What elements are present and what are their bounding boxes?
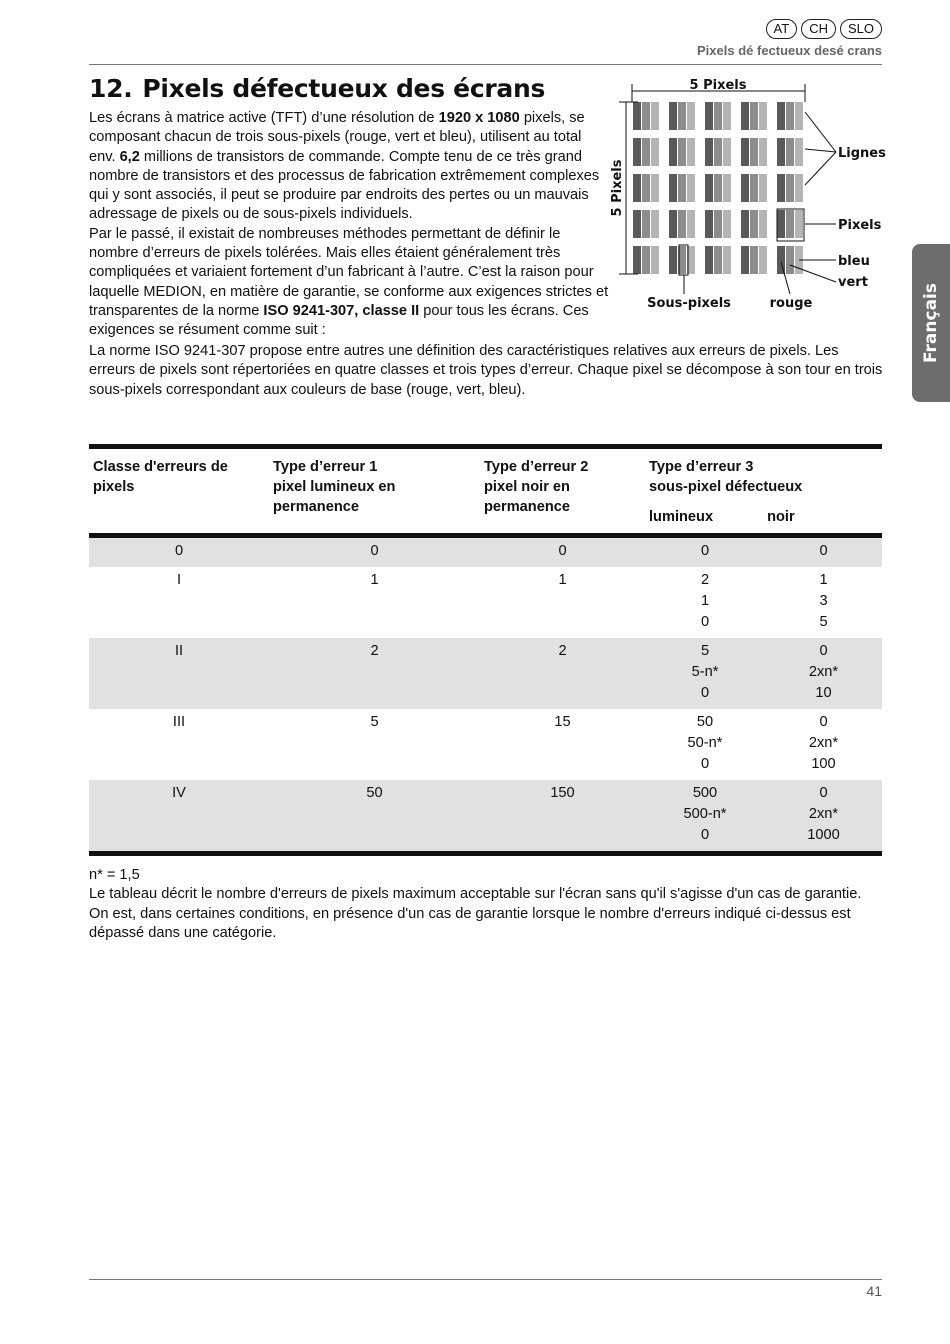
subpixel xyxy=(795,210,803,238)
header-type1 xyxy=(269,447,480,536)
footer-divider xyxy=(89,1279,882,1280)
subpixel xyxy=(678,174,686,202)
subpixel xyxy=(759,138,767,166)
subpixel xyxy=(669,210,677,238)
cell-value: 100 xyxy=(811,756,836,772)
type1-cell: 50 xyxy=(269,780,480,854)
subpixel xyxy=(651,102,659,130)
header-text: Type d’erreur 3 xyxy=(649,459,754,475)
header-subcolumns xyxy=(649,507,878,527)
subpixel xyxy=(714,210,722,238)
note-text: Le tableau décrit le nombre d'erreurs de pixels maximum acceptable sur l'écran sans qu'il s'agisse d'un cas de garantie. On est, dans certaines conditions, en présence d'un cas de garantie lorsque le nombre d'erreurs indiqué ci-dessus est dépassé dans une catégorie. xyxy=(89,886,862,941)
header-sub-noir: noir xyxy=(767,509,795,525)
header-sub-lumineux: lumineux xyxy=(649,509,714,525)
cell-value: 0 xyxy=(700,827,710,843)
subpixel xyxy=(759,210,767,238)
cell-value: 2xn* xyxy=(808,664,839,680)
subpixel xyxy=(741,210,749,238)
subpixel xyxy=(687,174,695,202)
subpixel xyxy=(705,246,713,274)
cell-value: 1 xyxy=(700,593,710,609)
cell-value: 0 xyxy=(819,543,828,559)
section-number: 12. xyxy=(89,74,133,103)
subpixel xyxy=(669,174,677,202)
subpixel xyxy=(759,174,767,202)
cell-value: 0 xyxy=(700,756,710,772)
paragraph xyxy=(89,109,609,225)
subpixel xyxy=(741,174,749,202)
subpixel xyxy=(669,246,677,274)
subpixel xyxy=(651,210,659,238)
cell-value: 50 xyxy=(696,714,714,730)
callout-line xyxy=(805,112,836,152)
lumineux-cell xyxy=(645,780,765,854)
subpixel xyxy=(750,246,758,274)
cell-value: 2xn* xyxy=(808,806,839,822)
subpixel xyxy=(750,210,758,238)
subpixel xyxy=(786,246,794,274)
subpixel xyxy=(633,102,641,130)
country-badge: AT xyxy=(766,19,798,39)
subpixel xyxy=(705,210,713,238)
subpixel xyxy=(705,102,713,130)
country-badges xyxy=(766,19,882,39)
page-number: 41 xyxy=(866,1283,882,1299)
transistor-count: 6,2 xyxy=(119,148,140,165)
pixel-diagram xyxy=(600,72,900,322)
section-title-text: Pixels défectueux des écrans xyxy=(142,74,546,103)
cell-value: 2 xyxy=(700,572,710,588)
cell-value: 500-n* xyxy=(683,806,727,822)
subpixel xyxy=(651,174,659,202)
subpixel xyxy=(687,138,695,166)
subpixel xyxy=(642,210,650,238)
type2-cell: 1 xyxy=(558,572,567,588)
subpixel xyxy=(741,138,749,166)
cell-value: 0 xyxy=(700,614,710,630)
cell-value: 2xn* xyxy=(808,735,839,751)
callout-line xyxy=(805,152,836,185)
header-type3 xyxy=(645,447,882,536)
lumineux-cell xyxy=(645,536,765,568)
text-run: millions de transistors de commande. Compte tenu de ce très grand nombre de transistors et des processus de fabrication extrêmement complexes qui y sont associés, il peut se produire par endroits des pertes ou un mauvais adressage de pixels ou de sous-pixels individuels. xyxy=(89,148,600,223)
header-text: pixel noir en permanence xyxy=(484,479,570,515)
subpixel xyxy=(777,102,785,130)
table-header-row xyxy=(89,447,882,536)
class-cell: 0 xyxy=(89,536,269,568)
class-cell: III xyxy=(172,714,186,730)
cell-value: 500 xyxy=(692,785,718,801)
header-text: Type d’erreur 2 xyxy=(484,459,589,475)
n-value: n* = 1,5 xyxy=(89,867,140,883)
type2-cell: 15 xyxy=(554,714,571,730)
sous-pixels-label: Sous-pixels xyxy=(647,296,731,311)
pixel-error-table xyxy=(89,444,882,856)
text-run: Les écrans à matrice active (TFT) d’une résolution de xyxy=(89,110,439,126)
header-text: Classe d'erreurs de pixels xyxy=(93,459,228,495)
subpixel xyxy=(714,174,722,202)
cell-value: 50-n* xyxy=(687,735,723,751)
subpixel xyxy=(678,210,686,238)
noir-cell xyxy=(765,638,882,709)
subpixel xyxy=(750,102,758,130)
language-tab xyxy=(912,244,950,402)
subpixel xyxy=(687,210,695,238)
type1-cell: 2 xyxy=(269,638,480,709)
subpixel xyxy=(642,102,650,130)
rouge-label: rouge xyxy=(769,296,813,311)
lumineux-cell xyxy=(645,709,765,780)
side-dimension-label: 5 Pixels xyxy=(610,159,625,217)
subpixel xyxy=(723,102,731,130)
table-row xyxy=(89,567,882,638)
subpixel xyxy=(795,174,803,202)
subpixel xyxy=(687,102,695,130)
norm-reference: ISO 9241-307, classe II xyxy=(263,302,420,319)
cell-value: 0 xyxy=(819,643,828,659)
subpixel xyxy=(642,138,650,166)
vert-label: vert xyxy=(838,275,868,290)
cell-value: 0 xyxy=(819,714,828,730)
header-text: sous-pixel défectueux xyxy=(649,479,803,495)
table-row xyxy=(89,638,882,709)
type2-cell: 2 xyxy=(480,638,645,709)
running-title: Pixels dé fectueux desé crans xyxy=(697,43,882,58)
text-run: pour tous les écrans. Ces exigences se résument comme suit : xyxy=(89,302,589,339)
subpixel xyxy=(777,210,785,238)
subpixel xyxy=(795,138,803,166)
subpixel xyxy=(714,102,722,130)
subpixel xyxy=(741,102,749,130)
intro-text xyxy=(89,109,609,341)
header-divider xyxy=(89,64,882,65)
table-row xyxy=(89,780,882,854)
bleu-label: bleu xyxy=(838,254,870,269)
subpixel xyxy=(714,138,722,166)
noir-cell xyxy=(765,709,882,780)
top-dimension-label: 5 Pixels xyxy=(689,78,747,93)
subpixel xyxy=(705,138,713,166)
subpixel xyxy=(669,138,677,166)
type1-cell: 5 xyxy=(370,714,379,730)
language-tab-label: Français xyxy=(921,283,941,363)
noir-cell xyxy=(765,567,882,638)
subpixel xyxy=(786,138,794,166)
subpixel xyxy=(723,174,731,202)
type2-cell: 150 xyxy=(480,780,645,854)
type1-cell: 0 xyxy=(269,536,480,568)
subpixel xyxy=(723,210,731,238)
subpixel xyxy=(669,102,677,130)
country-badge: SLO xyxy=(840,19,882,39)
text-run: Par le passé, il existait de nombreuses méthodes permettant de définir le nombre d’erreurs de pixels tolérées. Mais elles étaient généralement très compliquées et variaient fortement d’un fabricant à l’autre. C’est la raison pour laquelle MEDION, en matière de garantie, se conforme aux exigences strictes et transparentes de la norme xyxy=(89,225,609,319)
subpixel xyxy=(678,102,686,130)
type2-cell: 0 xyxy=(480,536,645,568)
subpixel xyxy=(651,246,659,274)
subpixel xyxy=(723,246,731,274)
section-title xyxy=(89,74,545,103)
subpixel xyxy=(678,138,686,166)
subpixel xyxy=(795,102,803,130)
paragraph xyxy=(89,225,609,341)
cell-value: 1 xyxy=(819,572,828,588)
subpixel xyxy=(642,174,650,202)
header-text: Type d’erreur 1 xyxy=(273,459,378,475)
subpixel xyxy=(651,138,659,166)
pixel-grid xyxy=(633,102,803,274)
subpixel xyxy=(741,246,749,274)
cell-value: 0 xyxy=(700,543,710,559)
subpixel xyxy=(777,174,785,202)
table-row xyxy=(89,536,882,568)
cell-value: 3 xyxy=(819,593,828,609)
lumineux-cell xyxy=(645,638,765,709)
type1-cell: 1 xyxy=(370,572,379,588)
lignes-label: Lignes xyxy=(838,146,886,161)
subpixel xyxy=(750,174,758,202)
cell-value: 1000 xyxy=(807,827,840,843)
subpixel xyxy=(786,210,794,238)
subpixel xyxy=(786,174,794,202)
header-type2 xyxy=(480,447,645,536)
subpixel xyxy=(759,246,767,274)
subpixel xyxy=(705,174,713,202)
class-cell: II xyxy=(89,638,269,709)
class-cell: IV xyxy=(89,780,269,854)
country-badge: CH xyxy=(801,19,836,39)
subpixel xyxy=(759,102,767,130)
header-text: pixel lumineux en permanence xyxy=(273,479,396,515)
footnote xyxy=(89,866,884,943)
cell-value: 0 xyxy=(700,685,710,701)
cell-value: 10 xyxy=(815,685,832,701)
subpixel xyxy=(642,246,650,274)
subpixel xyxy=(633,174,641,202)
subpixel xyxy=(777,138,785,166)
lumineux-cell xyxy=(645,567,765,638)
noir-cell xyxy=(765,536,882,568)
subpixel xyxy=(633,210,641,238)
header-class xyxy=(89,447,269,536)
cell-value: 5-n* xyxy=(691,664,719,680)
callout-line xyxy=(805,149,836,152)
table-row xyxy=(89,709,882,780)
subpixel xyxy=(750,138,758,166)
text-run: pixels, se composant chacun de trois sous-pixels (rouge, vert et bleu), utilisent au total env. xyxy=(89,110,585,165)
cell-value: 5 xyxy=(819,614,828,630)
cell-value: 0 xyxy=(819,785,828,801)
class-cell: I xyxy=(176,572,182,588)
pixels-label: Pixels xyxy=(838,218,882,233)
subpixel xyxy=(786,102,794,130)
cell-value: 5 xyxy=(700,643,710,659)
subpixel xyxy=(714,246,722,274)
subpixel xyxy=(723,138,731,166)
paragraph: La norme ISO 9241-307 propose entre autres une définition des caractéristiques relatives aux erreurs de pixels. Les erreurs de pixels sont répertoriées en quatre classes et trois types d’erreur. Chaque pixel se décompose à son tour en trois sous-pixels correspondant aux couleurs de base (rouge, vert, bleu). xyxy=(89,343,883,398)
subpixel xyxy=(633,246,641,274)
noir-cell xyxy=(765,780,882,854)
subpixel xyxy=(777,246,785,274)
resolution-value: 1920 x 1080 xyxy=(438,110,520,126)
subpixel xyxy=(633,138,641,166)
